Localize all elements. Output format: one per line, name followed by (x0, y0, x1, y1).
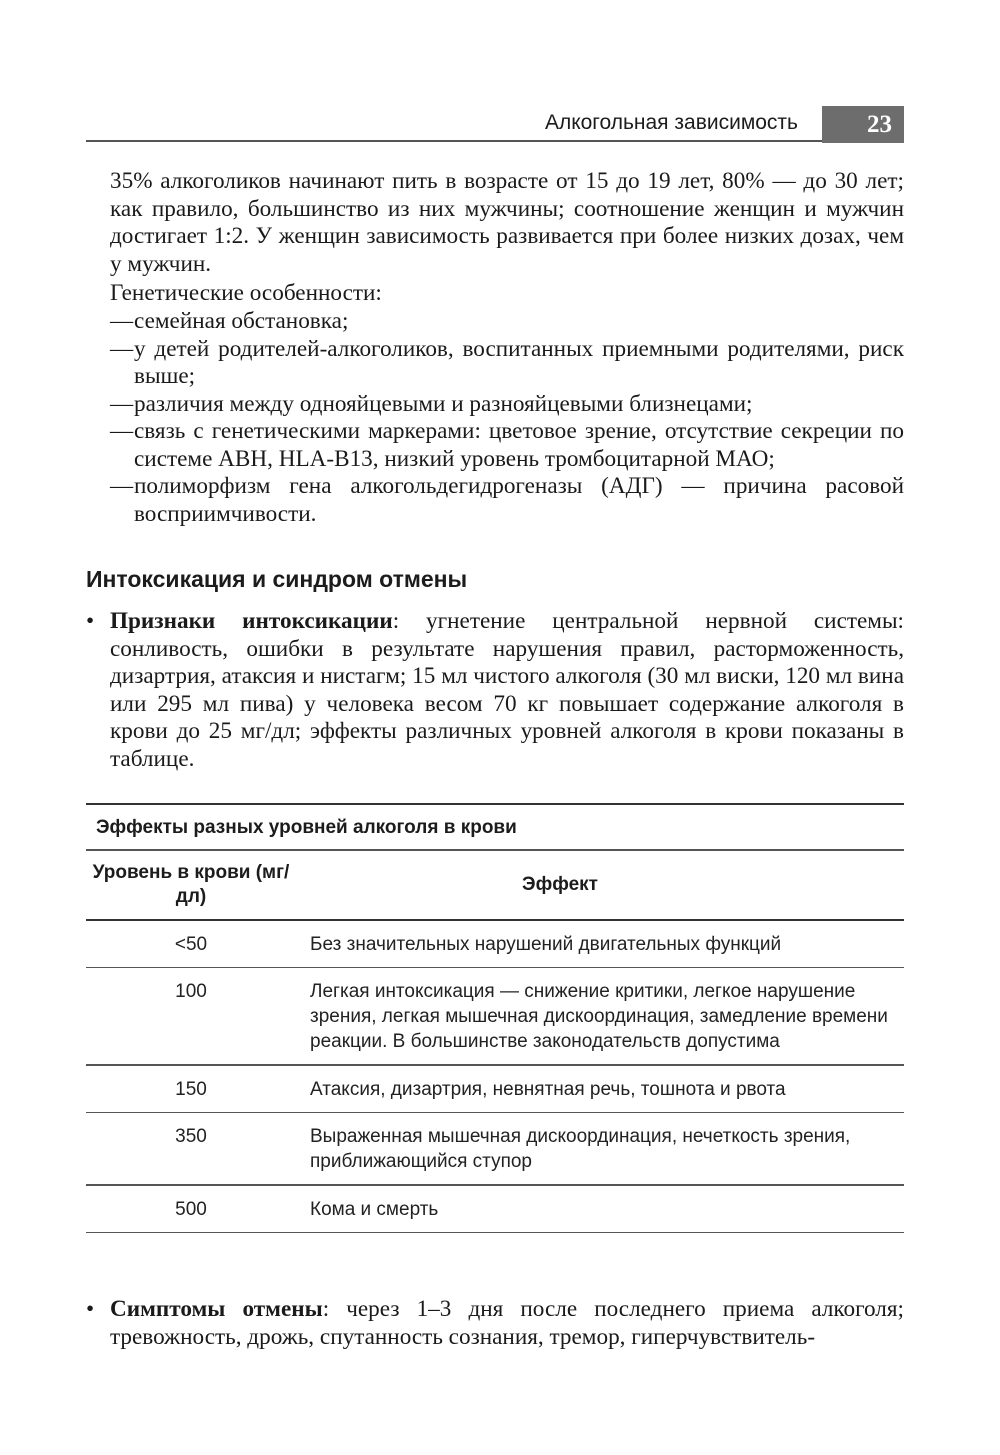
cell-effect: Атаксия, дизартрия, невнятная речь, тошнота и рвота (310, 1078, 786, 1100)
list-item-text: различия между однояйцевыми и разнояйцевыми близнецами; (134, 390, 753, 417)
header-rule (86, 140, 822, 142)
dash-marker: — (110, 335, 134, 362)
list-item-text: связь с генетическими маркерами: цветовое зрение, отсутствие секреции по системе ABH, HLA-B13, низкий уровень тромбоцитарной МАО; (134, 418, 904, 472)
list-item (110, 336, 904, 391)
bullet-term: Симптомы отмены (110, 1296, 323, 1322)
column-header-level: Уровень в крови (мг/дл) (92, 861, 290, 907)
genetics-list-block (110, 308, 904, 528)
table-row (86, 1186, 904, 1232)
bullet-icon: • (86, 608, 95, 634)
genetics-block (110, 280, 904, 308)
cell-level: 100 (175, 981, 207, 1002)
list-item (110, 473, 904, 528)
table-row (86, 1113, 904, 1184)
genetics-label: Генетические особенности: (110, 280, 382, 306)
bullet-icon: • (86, 1296, 95, 1322)
list-item-text: полиморфизм гена алкогольдегидрогеназы (АДГ) — причина расовой восприимчивости. (134, 473, 904, 527)
section-heading: Интоксикация и синдром отмены (86, 566, 468, 592)
cell-effect: Легкая интоксикация — снижение критики, легкое нарушение зрения, легкая мышечная дискоординация, замедление времени реакции. В большинстве законодательств допустима (310, 981, 888, 1052)
dash-marker: — (110, 390, 134, 417)
column-header-effect: Эффект (522, 873, 598, 895)
dash-marker: — (110, 473, 134, 499)
table-caption: Эффекты разных уровней алкоголя в крови (96, 817, 517, 838)
dash-marker: — (110, 418, 134, 444)
bullet-item (86, 1296, 904, 1351)
cell-level: 150 (175, 1078, 207, 1100)
cell-level: 500 (175, 1198, 207, 1220)
cell-level: 350 (175, 1126, 207, 1147)
withdrawal-bullet (86, 1296, 904, 1351)
cell-level: <50 (174, 933, 208, 955)
table-row (86, 921, 904, 967)
table-row (86, 968, 904, 1064)
bullet-item (86, 608, 904, 773)
intro-paragraph: 35% алкоголиков начинают пить в возрасте от 15 до 19 лет, 80% — до 30 лет; как правило, большинство из них мужчины; соотношение женщин и мужчин достигает 1:2. У женщин зависимость развивается при более низких дозах, чем у мужчин. (110, 168, 904, 277)
cell-effect: Без значительных нарушений двигательных функций (310, 933, 782, 955)
intro-block (110, 168, 904, 278)
intoxication-bullet (86, 608, 904, 773)
page-number: 23 (867, 110, 892, 138)
list-item (110, 391, 904, 419)
dash-marker: — (110, 308, 134, 334)
bullet-text: : угнетение центральной нервной системы: сонливость, ошибки в результате нарушения правил, расторможенность, дизартрия, атаксия и нистагм; 15 мл чистого алкоголя (30 мл виски, 120 мл вина или 295 мл пива) у человека весом 70 кг повышает содержание алкоголя в крови до 25 мг/дл; эффекты различных уровней алкоголя в крови показаны в таблице. (110, 608, 904, 772)
running-header (86, 106, 904, 142)
chapter-title: Алкогольная зависимость (544, 111, 798, 134)
bullet-term: Признаки интоксикации (110, 608, 393, 634)
list-item-text: у детей родителей-алкоголиков, воспитанных приемными родителями, риск выше; (134, 335, 904, 389)
table-header (86, 851, 904, 919)
genetics-list (110, 308, 904, 528)
page-number-box (822, 106, 904, 143)
list-item-text: семейная обстановка; (134, 308, 349, 334)
alcohol-levels-table (86, 803, 904, 1233)
table-row (86, 1066, 904, 1112)
cell-effect: Выраженная мышечная дискоординация, нечеткость зрения, приближающийся ступор (310, 1126, 851, 1172)
list-item (110, 418, 904, 473)
table-bottom-rule (86, 1232, 904, 1234)
bullet-text: : через 1–3 дня после последнего приема алкоголя; тревожность, дрожь, спутанность сознания, тремор, гиперчувствитель- (110, 1296, 904, 1350)
list-item (110, 308, 904, 336)
cell-effect: Кома и смерть (310, 1198, 439, 1220)
